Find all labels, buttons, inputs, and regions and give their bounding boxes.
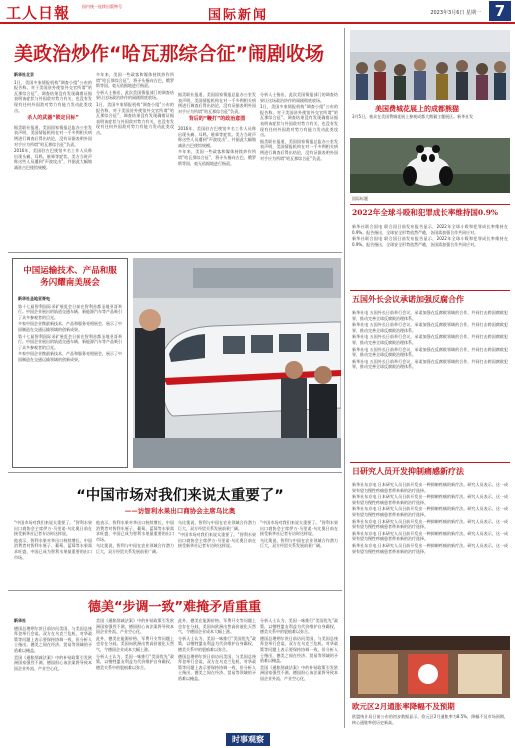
story4-col1: [14, 618, 92, 744]
story4-para: 美国《通胀削减法案》中的补贴政策引发欧洲国家强烈不满，德国担心该法案将导致本国企业外流、产业空心化。: [260, 664, 338, 681]
sidebar-story-d-body: [352, 714, 508, 744]
story1-col3: [178, 92, 256, 250]
story3-col2: [96, 520, 174, 585]
story3-headline: “中国市场对我们来说太重要了”: [76, 488, 284, 504]
story2-para: 第十七届智利国际采矿展览会日前在智利首都圣地亚哥举行。中国企业展出的轨道交通车辆、新能源汽车等产品吸引了众多参观者的目光。: [18, 303, 122, 320]
sidebar-story-a-text: 新华社联合国电 联合国日前发布报告显示，2022年全球斗殴和犯罪成长率维持在0.9%。报告指出，全球安全形势依然严峻，各国需加强合作共同应对。: [352, 224, 508, 235]
story1-subhead1: 杀人的武器“锁定目标”: [27, 115, 79, 122]
flower-show-photo: [350, 30, 510, 100]
story2-body: [18, 296, 122, 464]
panda-photo-illustration: [350, 138, 510, 193]
story3-para: 乌比奥说，智利与中国在农业领域合作潜力巨大，双方经贸关系发展前景广阔。: [178, 520, 256, 531]
story4-para: 德国总理朔尔茨日前访问美国，与美国总统拜登举行会谈。双方在乌克兰危机、对华政策等问题上表示要保持协调一致，但分析人士指出，德美之间在经济、贸易等领域的矛盾难以掩盖。: [260, 635, 338, 664]
story3-col1: [14, 520, 92, 585]
story1-para: 1日，美国多家情报机构“调查小组”公布的报告称，对于美国驻外使馆外交官所谓“哈瓦那综合征”，调查结果没有发现确凿证据表明该症状与外国敌对势力有关，也没有发现有任何外国敌对势力有能力发动此类攻击。: [260, 104, 338, 138]
story1-para: 1日，美国多家情报机构“调查小组”公布的报告称，对于美国驻外使馆外交官所谓“哈瓦那综合征”，调查结果没有发现确凿证据表明该症状与外国敌对势力有关，也没有发现有任何外国敌对势力有能力发动此类攻击。: [14, 79, 92, 113]
story1-subhead2: 背后的“鞭打”的政治意图: [188, 116, 246, 123]
sidebar-story-c-text: 新华社东京电 日本研究人员日前开发出一种抑制疼痛的新疗法。研究人员表示，这一成果有望为慢性疼痛患者带来新的治疗选择。: [352, 518, 508, 530]
sidebar-story-a-headline: 2022年全球斗殴和犯罪成长率维持国0.9%: [352, 208, 499, 217]
story4-para: 分析人士认为，美国一味推行“美国优先”政策，以牺牲盟友利益为代价维护自身霸权，德美关系中的裂痕难以弥合。: [260, 618, 338, 635]
train-exhibit-photo: [133, 258, 341, 468]
story4-para: 分析人士认为，美国一味推行“美国优先”政策，以牺牲盟友利益为代价维护自身霸权，德美关系中的裂痕难以弥合。: [178, 635, 256, 652]
section-title: 国际新闻: [208, 8, 269, 23]
story4-para: 此外，德美在能源价格、军费开支等问题上也存在分歧。美国向欧洲出售高价液化天然气，令德国企业成本大幅上涨。: [178, 618, 256, 635]
sidebar-story-c-text: 新华社东京电 日本研究人员日前开发出一种抑制疼痛的新疗法。研究人员表示，这一成果有望为慢性疼痛患者带来新的治疗选择。: [352, 506, 508, 517]
story1-col4: [260, 92, 338, 250]
storefront-photo-illustration: [350, 636, 510, 698]
story1-para: 多年来，美国一些政客和媒体持续炒作所谓“哈瓦那综合征”，将矛头指向古巴、俄罗斯等国，毫无依据地进行指责。: [178, 149, 256, 166]
story2-headline: 中国运输技术、产品和服务闪耀南美展会: [23, 266, 117, 288]
story4-col4: [260, 618, 338, 744]
sidebar-story-c-text: 新华社东京电 日本研究人员日前开发出一种抑制疼痛的新疗法。研究人员表示，这一成果有望为慢性疼痛患者带来新的治疗选择。: [352, 494, 508, 505]
sidebar-photo-3: [350, 636, 510, 698]
story3-col4: [260, 520, 338, 585]
story1-para: 2016年，美国驻古巴使馆多名工作人员称出现头痛、耳鸣、眩晕等症状。美方当时声称这些人员遭到“声波攻击”，并据此大幅缩减驻古巴使馆规模。: [14, 148, 92, 170]
story3-para: “中国市场对我们来说太重要了。”智利水果出口商协会主席伊万·马里诺·乌比奥日前在接受新华社记者专访时这样说。: [14, 520, 92, 537]
sidebar-story-c-headline: 日研究人员开发抑制痛感新疗法: [352, 466, 464, 476]
story1-para: 分析人士指出，此次美国情报部门的调查结果让这场政治炒作的闹剧彻底收场。: [260, 92, 338, 103]
divider: [8, 590, 342, 591]
story4-para: 此外，德美在能源价格、军费开支等问题上也存在分歧。美国向欧洲出售高价液化天然气，令德国企业成本大幅上涨。: [96, 635, 174, 652]
story3-para: “中国市场对我们来说太重要了。”智利水果出口商协会主席伊万·马里诺·乌比奥日前在接受新华社记者专访时这样说。: [178, 532, 256, 549]
page-number: 7: [489, 1, 511, 21]
sidebar-story-b-text: 新华社电 五国外长日前举行会议，承诺加强在反腐败领域的合作，共同打击跨国腐败犯罪，推动完善全球反腐败治理体系。: [352, 310, 508, 321]
story4-col2: [96, 618, 174, 744]
story4-para: 美国《通胀削减法案》中的补贴政策引发欧洲国家强烈不满，德国担心该法案将导致本国企业外流、产业空心化。: [96, 618, 174, 635]
story2-para: 第十七届智利国际采矿展览会日前在智利首都圣地亚哥举行。中国企业展出的轨道交通车辆、新能源汽车等产品吸引了众多参观者的目光。: [18, 333, 122, 350]
sidebar-story-b-body: [352, 310, 508, 460]
story4-para: 德国总理朔尔茨日前访问美国，与美国总统拜登举行会谈。双方在乌克兰危机、对华政策等问题上表示要保持协调一致，但分析人士指出，德美之间在经济、贸易等领域的矛盾难以掩盖。: [14, 625, 92, 653]
story1-para: 据美联社报道，美国国家情报总监办公室发表声明，美国情报机构在对一千多例相关病例进行调查后得出结论，没有证据表明外国对手应为所谓“哈瓦那综合征”负责。: [260, 138, 338, 161]
story1-para: 据美联社报道，美国国家情报总监办公室发表声明，美国情报机构在对一千多例相关病例进行调查后得出结论，没有证据表明外国对手应为所谓“哈瓦那综合征”负责。: [178, 92, 256, 114]
crowd-photo-illustration: [350, 30, 510, 100]
story3-para: “中国市场对我们来说太重要了。”智利水果出口商协会主席伊万·马里诺·乌比奥日前在接受新华社记者专访时这样说。: [260, 520, 338, 537]
story1-para: 2016年，美国驻古巴使馆多名工作人员称出现头痛、耳鸣、眩晕等症状。美方当时声称这些人员遭到“声波攻击”，并据此大幅缩减驻古巴使馆规模。: [178, 125, 256, 148]
story1-para: 1日，美国多家情报机构“调查小组”公布的报告称，对于美国驻外使馆外交官所谓“哈瓦那综合征”，调查结果没有发现确凿证据表明该症状与外国敌对势力有关，也没有发现有任何外国敌对势力有能力发动此类攻击。: [96, 101, 174, 135]
sidebar-photo-2: [350, 138, 510, 193]
story2-byline: 新华社圣地亚哥电: [18, 296, 50, 301]
story3-subheadline: ——访智利水果出口商协会主席乌比奥: [124, 507, 236, 515]
sidebar-rule: [350, 204, 510, 205]
story1-col2: [96, 72, 174, 250]
sidebar-story-c-body: [352, 482, 508, 632]
story2-para: 多家中国企业携最新技术、产品和服务亮相展会，展示了中国制造在交通运输领域的创新成果。: [18, 321, 122, 332]
story3-para: 他表示，智利水果对华出口持续增长，中国消费者对智利车厘子、葡萄、蓝莓等水果需求旺盛，中国已成为智利水果最重要的出口市场。: [14, 537, 92, 560]
story1-para: 多年来，美国一些政客和媒体持续炒作所谓“哈瓦那综合征”，将矛头指向古巴、俄罗斯等国，毫无依据地进行指责。: [96, 72, 174, 89]
sidebar-photo-caption: 3月5日，观众在美国费城花展上参观成都大熊猫主题展区。新华社发: [352, 114, 474, 119]
sidebar-photo-title: 美国费城花展上的成都熊猫: [375, 105, 459, 113]
divider: [8, 472, 342, 473]
story3-para: 乌比奥说，智利与中国在农业领域合作潜力巨大，双方经贸关系发展前景广阔。: [96, 543, 174, 554]
sidebar-story-a-text: 新华社联合国电 联合国日前发布报告显示，2022年全球斗殴和犯罪成长率维持在0.9%。报告指出，全球安全形势依然严峻，各国需加强合作共同应对。: [352, 236, 508, 247]
footer-label: 时事观察: [226, 733, 270, 746]
story1-headline: 美政治炒作“哈瓦那综合征”闹剧收场: [14, 43, 324, 65]
story1-para: 据美联社报道，美国国家情报总监办公室发表声明，美国情报机构在对一千多例相关病例进行调查后得出结论，没有证据表明外国对手应为所谓“哈瓦那综合征”负责。: [14, 124, 92, 147]
sidebar-divider: [344, 28, 345, 728]
logo-subtitle: 国内统一连续出版物号: [82, 4, 122, 9]
sidebar-story-c-text: 新华社东京电 日本研究人员日前开发出一种抑制疼痛的新疗法。研究人员表示，这一成果有望为慢性疼痛患者带来新的治疗选择。: [352, 542, 508, 554]
story3-col3: [178, 520, 256, 585]
sidebar-story-c-text: 新华社东京电 日本研究人员日前开发出一种抑制疼痛的新疗法。研究人员表示，这一成果有望为慢性疼痛患者带来新的治疗选择。: [352, 530, 508, 542]
sidebar-story-b-text: 新华社电 五国外长日前举行会议，承诺加强在反腐败领域的合作，共同打击跨国腐败犯罪，推动完善全球反腐败治理体系。: [352, 358, 508, 370]
story1-para: 分析人士指出，此次美国情报部门的调查结果让这场政治炒作的闹剧彻底收场。: [96, 89, 174, 101]
train-photo-illustration: [133, 258, 341, 468]
sidebar-story-a-body: [352, 224, 508, 286]
sidebar-rule: [350, 290, 510, 291]
sidebar-story-c-text: 新华社东京电 日本研究人员日前开发出一种抑制疼痛的新疗法。研究人员表示，这一成果有望为慢性疼痛患者带来新的治疗选择。: [352, 482, 508, 493]
divider: [8, 252, 342, 253]
story4-byline: 新华社: [14, 618, 26, 623]
story2-para: 多家中国企业携最新技术、产品和服务亮相展会，展示了中国制造在交通运输领域的创新成果。: [18, 351, 122, 362]
masthead: [0, 0, 515, 24]
story4-col3: [178, 618, 256, 744]
story1-byline: 新华社北京: [14, 72, 34, 77]
sidebar-story-d-headline: 欧元区2月通胀率降幅不及预期: [352, 702, 455, 711]
sidebar-story-d-text: 欧盟统计局日前公布的初步数据显示，欧元区2月通胀率为8.5%，降幅不及市场预期，核心通胀率创历史新高。: [352, 714, 508, 725]
newspaper-logo: 工人日報: [6, 4, 71, 22]
sidebar-rule: [350, 462, 510, 463]
story3-para: 乌比奥说，智利与中国在农业领域合作潜力巨大，双方经贸关系发展前景广阔。: [260, 537, 338, 549]
story4-para: 美国《通胀削减法案》中的补贴政策引发欧洲国家强烈不满，德国担心该法案将导致本国企业外流、产业空心化。: [14, 654, 92, 671]
sidebar-story-b-text: 新华社电 五国外长日前举行会议，承诺加强在反腐败领域的合作，共同打击跨国腐败犯罪，推动完善全球反腐败治理体系。: [352, 322, 508, 333]
story3-para: 他表示，智利水果对华出口持续增长，中国消费者对智利车厘子、葡萄、蓝莓等水果需求旺盛，中国已成为智利水果最重要的出口市场。: [96, 520, 174, 542]
story4-headline: 德美“步调一致”难掩矛盾重重: [88, 600, 262, 615]
story1-col1: [14, 72, 92, 250]
sidebar-photo2-caption: 国际标题: [352, 196, 368, 201]
story4-para: 分析人士认为，美国一味推行“美国优先”政策，以牺牲盟友利益为代价维护自身霸权，德美关系中的裂痕难以弥合。: [96, 653, 174, 670]
sidebar-story-b-text: 新华社电 五国外长日前举行会议，承诺加强在反腐败领域的合作，共同打击跨国腐败犯罪，推动完善全球反腐败治理体系。: [352, 346, 508, 358]
sidebar-story-b-headline: 五国外长会议承诺加强反腐合作: [352, 294, 464, 304]
story4-para: 德国总理朔尔茨日前访问美国，与美国总统拜登举行会谈。双方在乌克兰危机、对华政策等问题上表示要保持协调一致，但分析人士指出，德美之间在经济、贸易等领域的矛盾难以掩盖。: [178, 653, 256, 681]
sidebar-story-b-text: 新华社电 五国外长日前举行会议，承诺加强在反腐败领域的合作，共同打击跨国腐败犯罪，推动完善全球反腐败治理体系。: [352, 334, 508, 345]
issue-date: 2023年3月6日 星期一: [430, 10, 481, 16]
